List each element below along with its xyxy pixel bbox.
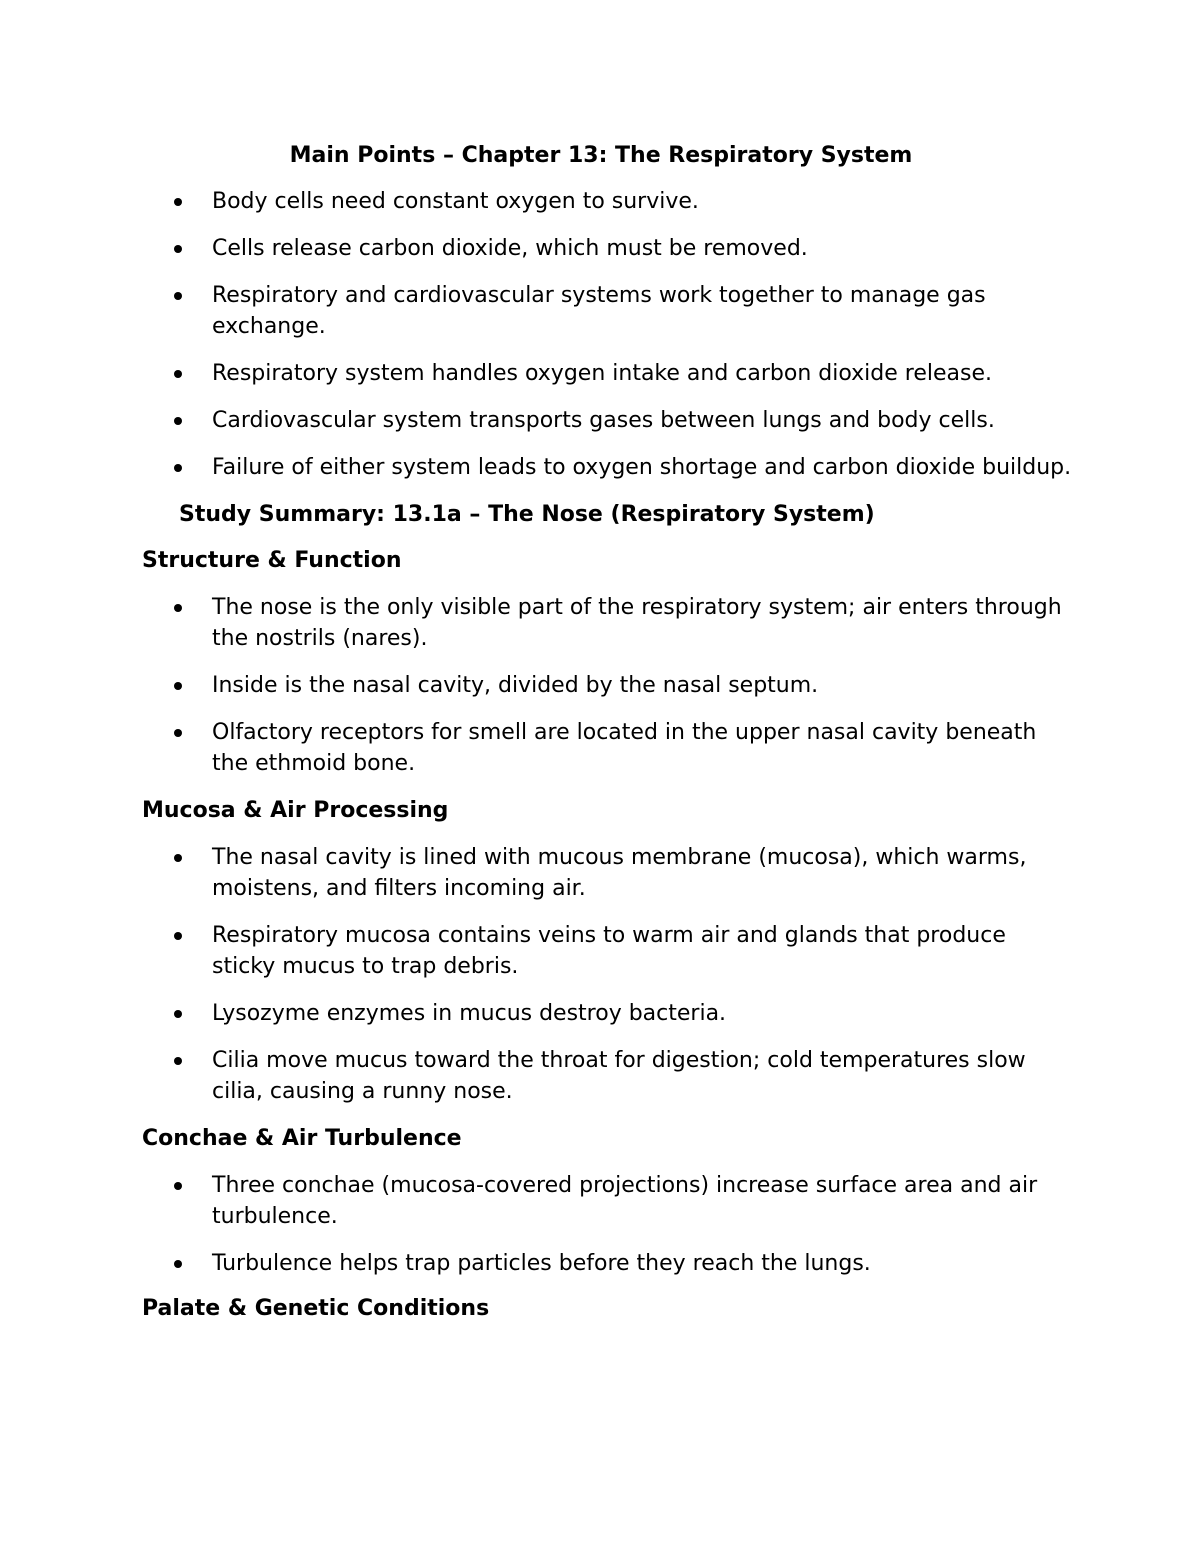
- list-item: [142, 842, 1072, 904]
- list-item-text: Cilia move mucus toward the throat for digestion; cold temperatures slow cilia, causing a runny nose.: [212, 1048, 1026, 1104]
- list-item-text: Failure of either system leads to oxygen shortage and carbon dioxide buildup.: [212, 455, 1072, 480]
- list-item-text: The nose is the only visible part of the respiratory system; air enters through the nostrils (nares).: [212, 595, 1062, 651]
- document-title: Main Points – Chapter 13: The Respiratory System: [289, 143, 913, 168]
- section-heading-conchae: Conchae & Air Turbulence: [142, 1126, 462, 1151]
- bullet-icon: [174, 604, 182, 612]
- list-item: [142, 1045, 1072, 1107]
- list-item: [142, 405, 1072, 436]
- bullet-icon: [174, 854, 182, 862]
- bullet-icon: [174, 417, 182, 425]
- bullet-icon: [174, 682, 182, 690]
- list-item-text: Respiratory mucosa contains veins to warm air and glands that produce sticky mucus to trap debris.: [212, 923, 1006, 979]
- list-item: [142, 1170, 1072, 1232]
- bullet-icon: [174, 292, 182, 300]
- bullet-icon: [174, 1057, 182, 1065]
- list-item-text: Turbulence helps trap particles before they reach the lungs.: [212, 1251, 871, 1276]
- section-heading-mucosa: Mucosa & Air Processing: [142, 798, 449, 823]
- list-item-text: Body cells need constant oxygen to survive.: [212, 189, 699, 214]
- list-item-text: Inside is the nasal cavity, divided by the nasal septum.: [212, 673, 819, 698]
- list-item: [142, 717, 1072, 779]
- list-item: [142, 1248, 1072, 1279]
- list-item: [142, 452, 1072, 483]
- list-item-text: Respiratory and cardiovascular systems work together to manage gas exchange.: [212, 283, 986, 339]
- bullet-icon: [174, 198, 182, 206]
- list-item-text: Respiratory system handles oxygen intake and carbon dioxide release.: [212, 361, 992, 386]
- list-item: [142, 186, 1072, 217]
- list-item: [142, 358, 1072, 389]
- conchae-turbulence-list: [142, 1170, 1072, 1279]
- list-item-text: Cardiovascular system transports gases between lungs and body cells.: [212, 408, 995, 433]
- list-item: [142, 998, 1072, 1029]
- study-summary-title: Study Summary: 13.1a – The Nose (Respiratory System): [179, 502, 875, 527]
- list-item: [142, 233, 1072, 264]
- main-points-list: [142, 186, 1072, 483]
- section-heading-palate: Palate & Genetic Conditions: [142, 1296, 490, 1321]
- mucosa-air-processing-list: [142, 842, 1072, 1107]
- bullet-icon: [174, 1182, 182, 1190]
- bullet-icon: [174, 464, 182, 472]
- list-item: [142, 670, 1072, 701]
- section-heading-structure: Structure & Function: [142, 548, 402, 573]
- document-page: [142, 140, 1072, 1340]
- list-item-text: Cells release carbon dioxide, which must be removed.: [212, 236, 808, 261]
- bullet-icon: [174, 932, 182, 940]
- list-item: [142, 920, 1072, 982]
- list-item: [142, 280, 1072, 342]
- bullet-icon: [174, 729, 182, 737]
- list-item-text: The nasal cavity is lined with mucous membrane (mucosa), which warms, moistens, and filters incoming air.: [212, 845, 1027, 901]
- structure-function-list: [142, 592, 1072, 779]
- list-item: [142, 592, 1072, 654]
- list-item-text: Olfactory receptors for smell are located in the upper nasal cavity beneath the ethmoid bone.: [212, 720, 1037, 776]
- list-item-text: Three conchae (mucosa-covered projections) increase surface area and air turbulence.: [212, 1173, 1038, 1229]
- bullet-icon: [174, 245, 182, 253]
- list-item-text: Lysozyme enzymes in mucus destroy bacteria.: [212, 1001, 727, 1026]
- bullet-icon: [174, 370, 182, 378]
- bullet-icon: [174, 1010, 182, 1018]
- bullet-icon: [174, 1260, 182, 1268]
